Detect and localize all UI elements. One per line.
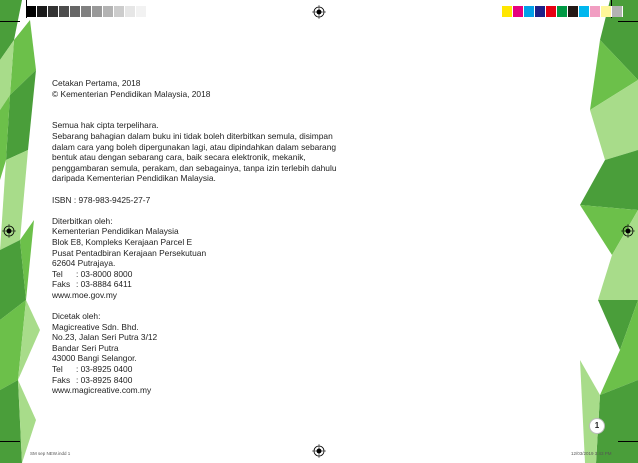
registration-mark-icon	[2, 224, 16, 238]
tel-label: Tel	[52, 268, 63, 279]
tel-label: Tel	[52, 364, 63, 375]
crop-mark	[0, 21, 20, 22]
color-swatch	[81, 6, 92, 17]
printer-website: www.magicreative.com.my	[52, 385, 152, 396]
color-swatch	[601, 6, 612, 17]
color-swatch	[70, 6, 81, 17]
printer-line: No.23, Jalan Seri Putra 3/12	[52, 332, 158, 343]
color-swatch	[535, 6, 546, 17]
color-swatch	[568, 6, 579, 17]
printer-line: Magicreative Sdn. Bhd.	[52, 321, 139, 332]
fax-value: : 03-8925 8400	[76, 374, 133, 385]
fax-value: : 03-8884 6411	[76, 279, 132, 290]
color-swatch	[92, 6, 103, 17]
color-swatch	[557, 6, 568, 17]
date-slug: 12/03/2019 3:43 PM	[571, 451, 612, 456]
page-number: 1	[589, 418, 605, 434]
color-swatch	[612, 6, 623, 17]
color-swatch	[26, 6, 37, 17]
printer-line: Bandar Seri Putra	[52, 342, 119, 353]
rights-line: daripada Kementerian Pendidikan Malaysia.	[52, 173, 216, 184]
color-swatch	[125, 6, 136, 17]
tel-value: : 03-8925 0400	[76, 364, 133, 375]
publisher-line: 62604 Putrajaya.	[52, 258, 116, 269]
color-swatch	[59, 6, 70, 17]
color-swatch	[103, 6, 114, 17]
publisher-line: Kementerian Pendidikan Malaysia	[52, 226, 179, 237]
publisher-tel	[52, 269, 372, 280]
isbn: ISBN : 978-983-9425-27-7	[52, 194, 151, 205]
publisher-website: www.moe.gov.my	[52, 289, 117, 300]
color-swatch	[524, 6, 535, 17]
printer-heading: Dicetak oleh:	[52, 311, 101, 322]
color-swatch	[502, 6, 513, 17]
rights-line: dalam cara yang boleh dipergunakan lagi, atau dipindahkan dalam sebarang	[52, 141, 337, 152]
color-swatch	[48, 6, 59, 17]
registration-mark-icon	[621, 224, 635, 238]
publisher-line: Pusat Pentadbiran Kerajaan Persekutuan	[52, 247, 207, 258]
tel-value: : 03-8000 8000	[76, 268, 133, 279]
rights-line: penggambaran semula, perakam, dan sebagainya, tanpa izin terlebih dahulu	[52, 162, 337, 173]
color-swatch	[136, 6, 147, 17]
crop-mark	[0, 441, 20, 442]
printer-fax	[52, 375, 372, 386]
copyright-page-text	[52, 78, 372, 396]
color-swatch	[546, 6, 557, 17]
copyright-line: © Kementerian Pendidikan Malaysia, 2018	[52, 88, 211, 99]
rights-line: Sebarang bahagian dalam buku ini tidak boleh diterbitkan semula, disimpan	[52, 130, 333, 141]
crop-mark	[618, 21, 638, 22]
color-swatch	[590, 6, 601, 17]
publisher-heading: Diterbitkan oleh:	[52, 215, 113, 226]
grayscale-color-bar	[26, 6, 147, 17]
process-color-bar	[502, 6, 623, 17]
publisher-line: Blok E8, Kompleks Kerajaan Parcel E	[52, 236, 193, 247]
registration-mark-icon	[312, 5, 326, 19]
color-swatch	[513, 6, 524, 17]
color-swatch	[114, 6, 125, 17]
printer-tel	[52, 364, 372, 375]
file-slug: SM sep NEW.indd 1	[30, 451, 71, 456]
crop-mark	[618, 441, 638, 442]
registration-mark-icon	[312, 444, 326, 458]
rights-title: Semua hak cipta terpelihara.	[52, 120, 159, 131]
edition-line: Cetakan Pertama, 2018	[52, 78, 141, 88]
fax-label: Faks	[52, 279, 71, 290]
color-swatch	[579, 6, 590, 17]
color-swatch	[37, 6, 48, 17]
rights-line: bentuk atau dengan sebarang cara, baik secara elektronik, mekanik,	[52, 152, 306, 163]
fax-label: Faks	[52, 374, 71, 385]
publisher-fax	[52, 279, 372, 290]
printer-line: 43000 Bangi Selangor.	[52, 353, 137, 364]
